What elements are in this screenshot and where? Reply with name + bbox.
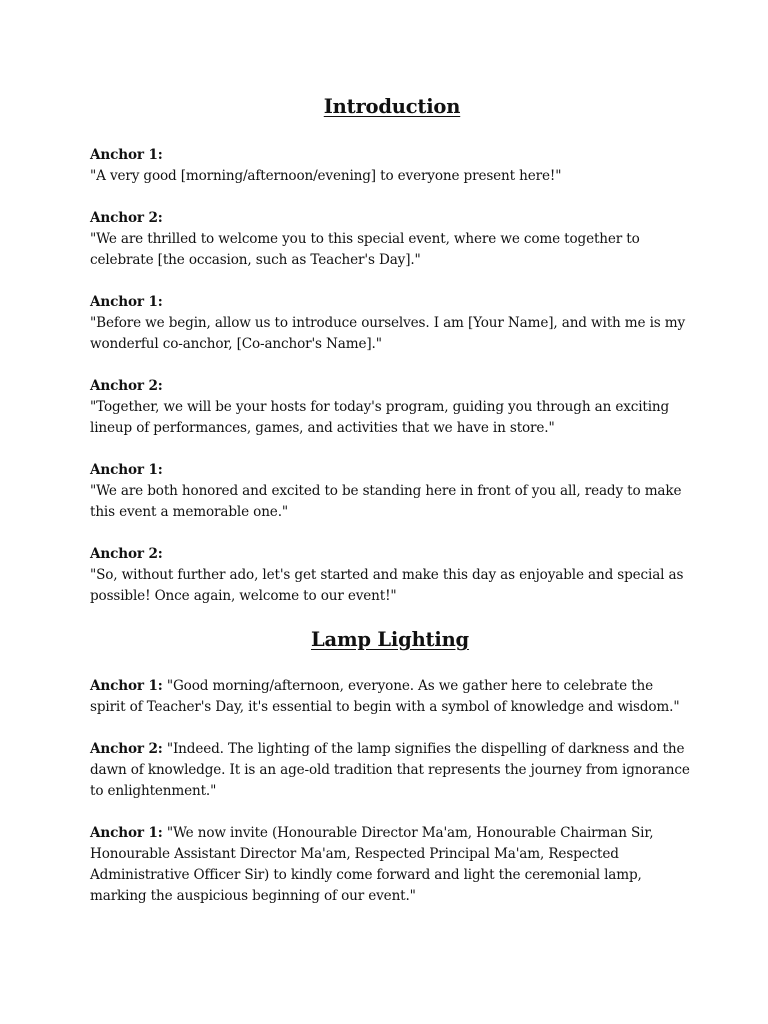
speaker-label: Anchor 1: — [90, 294, 163, 310]
dialogue-line: "Before we begin, allow us to introduce ourselves. I am [Your Name], and with me is my wonderful co-anchor, [Co-anchor's Name]." — [90, 315, 686, 352]
intro-exchange-1 — [90, 145, 690, 187]
lamp-exchange-2 — [90, 739, 690, 802]
section-title-introduction: Introduction — [323, 95, 461, 118]
document-page — [90, 92, 690, 907]
intro-exchange-2 — [90, 208, 690, 271]
speaker-label: Anchor 1: — [90, 147, 163, 163]
dialogue-line: "Good morning/afternoon, everyone. As we gather here to celebrate the spirit of Teacher's Day, it's essential to begin with a symbol of knowledge and wisdom." — [90, 678, 680, 715]
dialogue-line: "We now invite (Honourable Director Ma'am, Honourable Chairman Sir, Honourable Assistant Director Ma'am, Respected Principal Ma'am, Respected Administrative Officer Sir) to kindly come forward and light the ceremonial lamp, marking the auspicious beginning of our event." — [90, 825, 654, 904]
dialogue-line: "We are thrilled to welcome you to this special event, where we come together to celebrate [the occasion, such as Teacher's Day]." — [90, 231, 640, 268]
lamp-exchange-1 — [90, 676, 690, 718]
speaker-label: Anchor 2: — [90, 741, 163, 757]
dialogue-line: "So, without further ado, let's get started and make this day as enjoyable and special as possible! Once again, welcome to our event!" — [90, 567, 684, 604]
speaker-label: Anchor 2: — [90, 210, 163, 226]
dialogue-line: "Indeed. The lighting of the lamp signifies the dispelling of darkness and the dawn of knowledge. It is an age-old tradition that represents the journey from ignorance to enlightenment." — [90, 741, 690, 799]
dialogue-line: "Together, we will be your hosts for today's program, guiding you through an exciting lineup of performances, games, and activities that we have in store." — [90, 399, 670, 436]
intro-exchange-4 — [90, 376, 690, 439]
intro-exchange-3 — [90, 292, 690, 355]
intro-exchange-6 — [90, 544, 690, 607]
speaker-label: Anchor 1: — [90, 678, 163, 694]
speaker-label: Anchor 2: — [90, 378, 163, 394]
intro-exchange-5 — [90, 460, 690, 523]
dialogue-line: "We are both honored and excited to be standing here in front of you all, ready to make this event a memorable one." — [90, 483, 682, 520]
dialogue-line: "A very good [morning/afternoon/evening] to everyone present here!" — [90, 168, 562, 184]
section-title-lamp-lighting: Lamp Lighting — [311, 628, 469, 651]
speaker-label: Anchor 2: — [90, 546, 163, 562]
speaker-label: Anchor 1: — [90, 825, 163, 841]
speaker-label: Anchor 1: — [90, 462, 163, 478]
lamp-exchange-3 — [90, 823, 690, 907]
